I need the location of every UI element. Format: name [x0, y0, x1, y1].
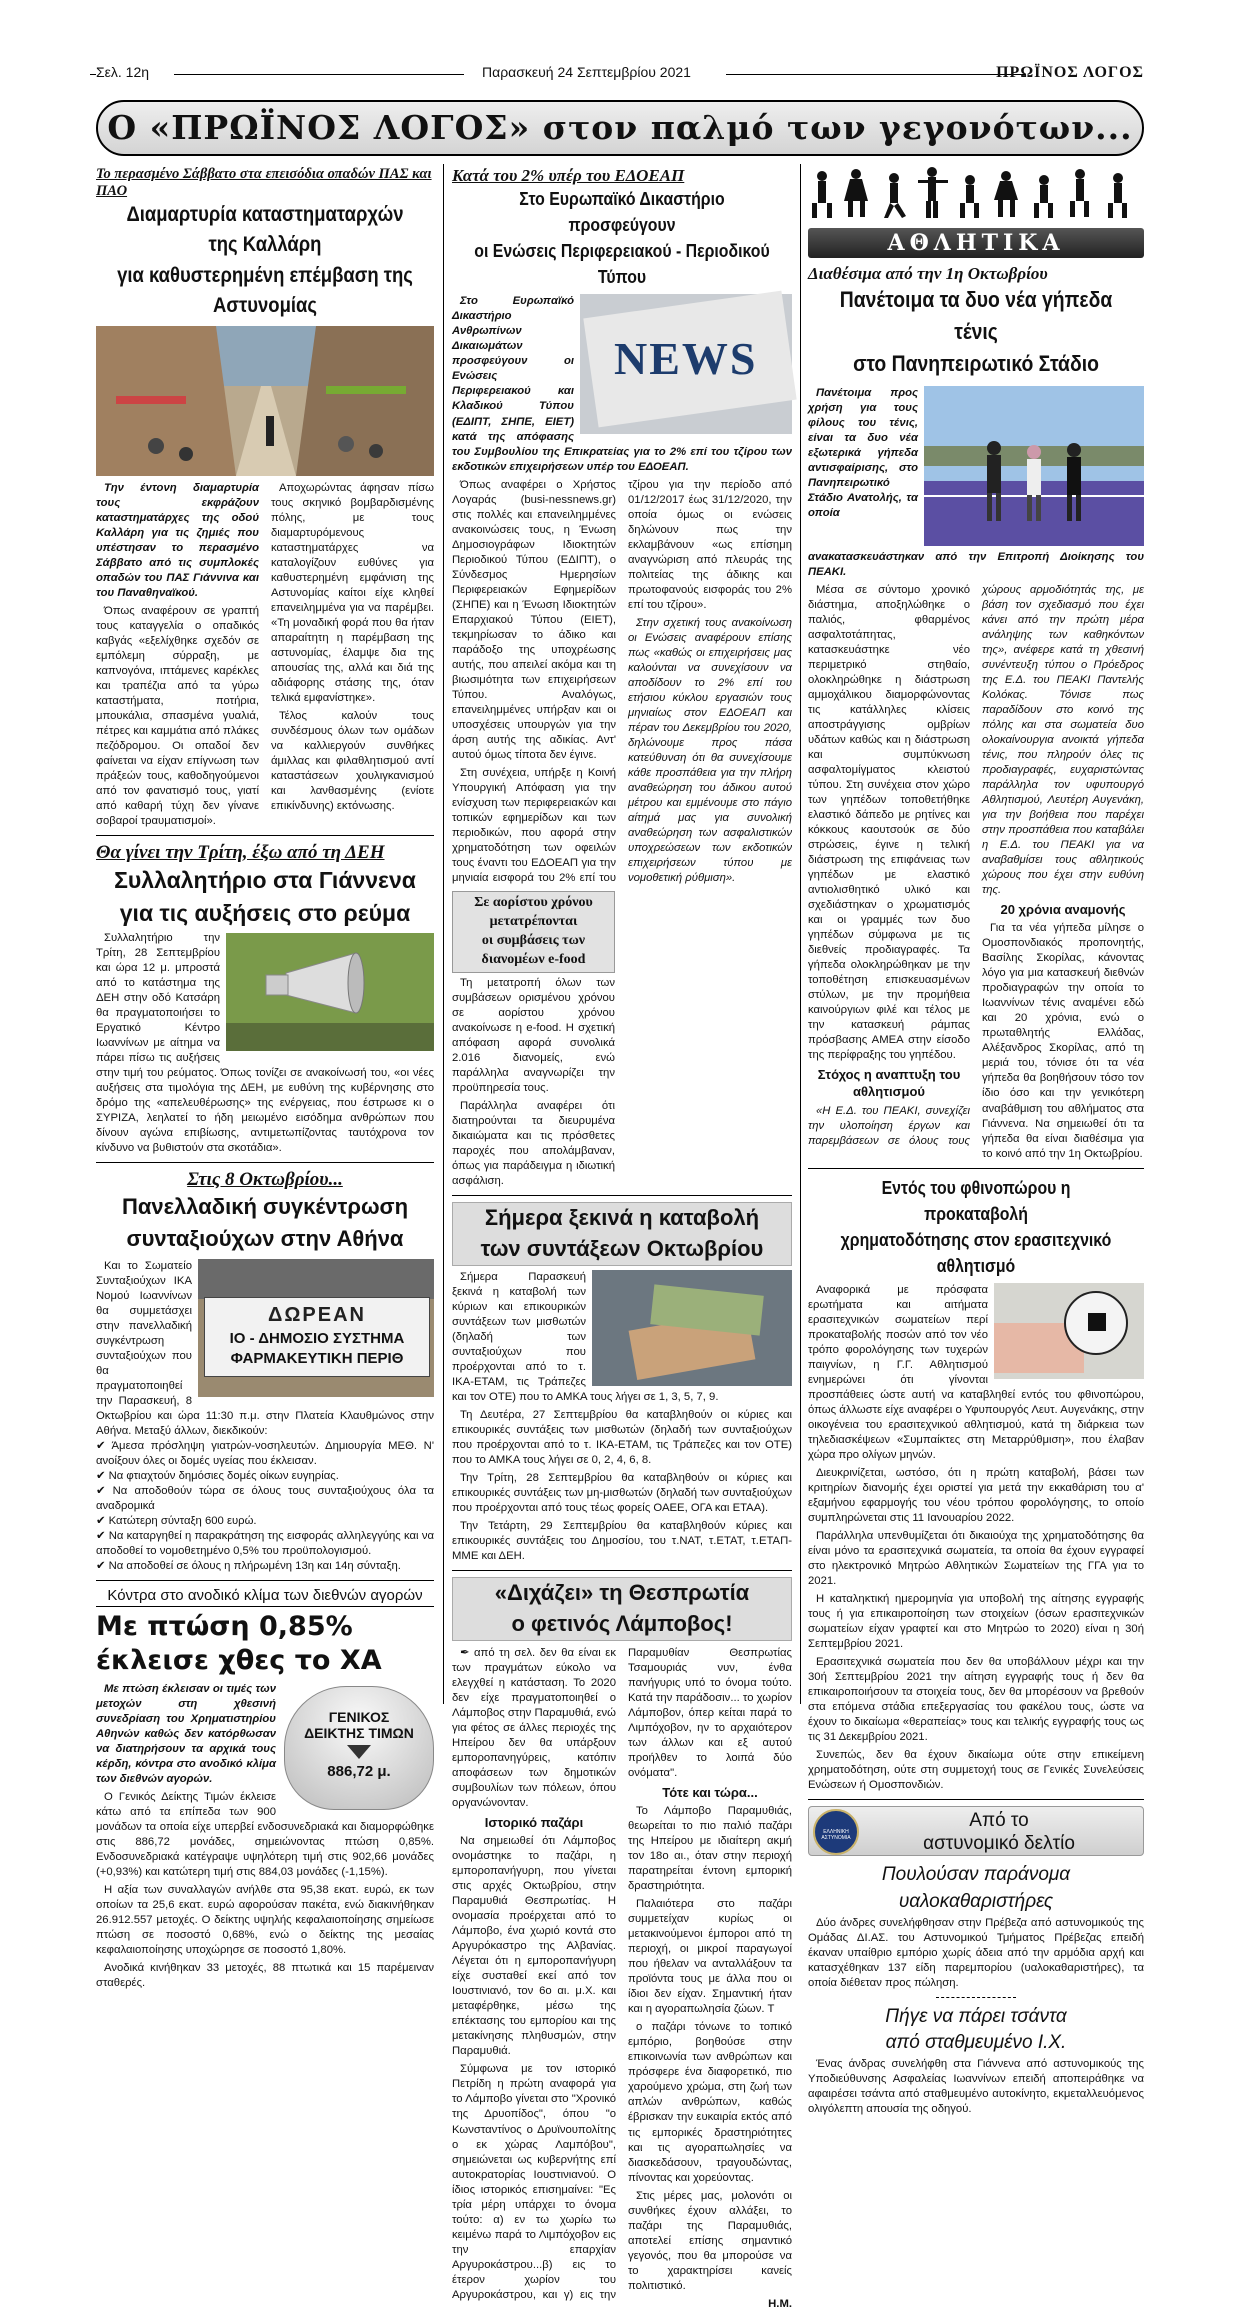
- article-title: [116, 200, 413, 322]
- article-tennis: [808, 264, 1144, 1162]
- article-body-wrap: [96, 1259, 434, 1574]
- issue-date: Παρασκευή 24 Σεπτεμβρίου 2021: [482, 64, 691, 80]
- news-word: NEWS: [614, 333, 758, 385]
- demands-list: [96, 1439, 434, 1574]
- tennis-court-photo: [924, 386, 1144, 546]
- paragraph: Την Τετάρτη, 29 Σεπτεμβρίου θα καταβληθούν κύριες και επικουρικές συντάξεις του Δημοσίου, του τ.ΝΑΤ, τ.ΕΤΑΤ, τ.ΕΤΑΠ-ΜΜΕ και ΔΕΗ.: [452, 1520, 792, 1563]
- paragraph: Το Λάμποβο Παραμυθιάς, θεωρείται το πιο παλιό παζάρι της Ηπείρου με ιδιαίτερη ακμή τον 18ο αι., όταν στην περιοχή παρατηρείται έντονη εμπορική δραστηριότητα.: [628, 1805, 792, 1893]
- article-lead: Με πτώση έκλεισαν οι τιμές των μετοχών στη χθεσινή συνεδρίαση του Χρηματιστηρίου Αθηνών καθώς δεν κατόρθωσαν να διατηρήσουν τα αρχικά τους κέρδη, κόντρα στο ανοδικό κλίμα των διεθνών αγορών.: [96, 1682, 276, 1785]
- paragraph: Την Τρίτη, 28 Σεπτεμβρίου θα καταβληθούν οι κύριες και επικουρικές συντάξεις των μη-μισθωτών (δηλαδή των συνταξιούχων που προέρχονται από τους τέως φορείς ΟΑΕΕ, ΟΓΑ και ΕΤΑΑ).: [452, 1472, 792, 1515]
- paragraph: Δύο άνδρες συνελήφθησαν στην Πρέβεζα από αστυνομικούς της Ομάδας ΔΙ.ΑΣ. του Αστυνομικού Τμήματος Πρέβεζας επειδή έκαναν υπαίθριο εμπόριο χωρίς άδεια από την αρμόδια αρχή και κατασχέθηκαν 137 είδη παρεμπορίου (υαλοκαθαριστήρες), τα οποία διέθεταν προς πώληση.: [808, 1916, 1144, 1989]
- title-line: από σταθμευμένο Ι.Χ.: [885, 2032, 1067, 2054]
- column-right: [808, 166, 1144, 2115]
- paragraph: Ο Γενικός Δείκτης Τιμών έκλεισε κάτω από τα επίπεδα των 900 μονάδων τα οποία είχε υπερβεί ενδοσυνεδριακά και διαμορφώθηκε στις 886,72 μονάδες, σημειώνοντας πτώση 0,85%. Ενδοσυνεδριακά κατέγραψε υψηλότερη τιμή στις 902,66 μονάδες (+0,93%) και κατώτερη τιμή στις 884,03 μονάδες (-1,15%).: [96, 1790, 434, 1878]
- column-divider: [443, 164, 444, 1704]
- title-line: Σήμερα ξεκινά η καταβολή: [484, 1205, 760, 1231]
- article-title: [808, 2004, 1144, 2057]
- article-title: [452, 1202, 792, 1266]
- title-line: Από το: [969, 1810, 1029, 1832]
- subheading: Τότε και τώρα...: [662, 1784, 758, 1800]
- police-bulletin: [808, 1806, 1144, 2117]
- article-rally: [96, 842, 434, 1156]
- article-title: [452, 1577, 792, 1641]
- paragraph: Τέλος καλούν τους συνδέσμους όλων των ομάδων να καλλιεργούν συνθήκες άμιλλας και φιλαθλητισμού αντί καταστάσεων χουλιγκανισμού και λανθασμένης (ενίοτε επικίνδυνης) εκτόνωσης.: [271, 709, 434, 813]
- paragraph: Ερασιτεχνικά σωματεία που δεν θα υποβάλλουν μέχρι και την 30ή Σεπτεμβρίου 2021 την αίτηση εγγραφής τους ή δεν θα επικαιροποιήσουν τα στοιχεία τους, δεν θα μπορέσουν να βρεθούν στα επόμενα στάδια επεξεργασίας του φακέλου τους, ώστε να έχουν το δικαίωμα «θεραπείας» τους και τελικής εγγραφής τους ως τις 31 Δεκεμβρίου 2021.: [808, 1656, 1144, 1744]
- article-body: [452, 1646, 792, 2312]
- police-bulletin-header: [808, 1806, 1144, 1856]
- page-number: Σελ. 12η: [96, 64, 150, 80]
- protest-photo: [198, 1259, 434, 1397]
- title-line: συνταξιούχων στην Αθήνα: [126, 1225, 404, 1251]
- article-body: [452, 478, 792, 888]
- article-body-wrap: [96, 931, 434, 1156]
- article-title: [96, 1191, 434, 1255]
- article-body-wrap: [96, 1682, 434, 1991]
- paragraph: Η καταληκτική ημερομηνία για υποβολή της αίτησης εγγραφής τους ή για επικαιροποίηση των στοιχείων (όσων ερασιτεχνικών σωματείων είχαν γραφτεί και στο Μητρώο το 2020) είναι η 30ή Σεπτεμβρίου 2021.: [808, 1593, 1144, 1651]
- list-item: ✔ Άμεσα πρόσληψη γιατρών-νοσηλευτών. Δημιουργία ΜΕΘ. Ν' ανοίξουν όλες οι δομές υγείας που έκλεισαν.: [96, 1440, 434, 1468]
- paragraph: ✒ από τη σελ. δεν θα είναι εκ των πραγμάτων εύκολο να ελεγχθεί η κατάσταση. Το 2020 δεν είχε πραγματοποιηθεί ο Λάμποβος στην Παραμυθιά, ενώ για φέτος σε άλλες περιοχές της Ηπείρου δεν θα υπάρξουν εμποροπανηγύρεις, κατόπιν αποφάσεων των δημοτικών συμβουλίων των πόλεων, όπου οργανώνονταν.: [452, 1646, 616, 1809]
- paragraph: «Η Ε.Δ. του ΠΕΑΚΙ, συνεχίζει την υλοποίηση έργων και παρεμβάσεων σε όλους τους χώρους αρμοδιότητάς της, με βάση τον σχεδιασμό που έχει κάνει από την πρώτη μέρα ανάληψης των καθηκόντων της», ανέφερε κατά τη χθεσινή συνέντευξη τύπου ο Πρόεδρος της Ε.Δ. του ΠΕΑΚΙ Παντελής Κολόκας. Τόνισε πως παραδίδουν στο κοινό της πόλης και στα σωματεία δυο ολοκαίνουργια ανοικτά γήπεδα τένις, που πληρούν όλες τις προδιαγραφές, ευχαριστώντας παράλληλα τον υφυπουργό Αθλητισμού, Λευτέρη Αυγενάκη, για την βοήθεια που παρέχει στην προσπάθεια που καταβάλει η Ε.Δ. του ΠΕΑΚΙ για να αναβαθμίσει τους αθλητικούς χώρους που έχει στην ευθύνη της.: [808, 583, 1144, 1147]
- article-body-wrap: [452, 294, 792, 887]
- section-header: ΑΘΛΗΤΙΚΑ: [808, 228, 1144, 258]
- arrow-down-icon: [347, 1745, 371, 1759]
- paragraph: Συλλαλητήριο την Τρίτη, 28 Σεπτεμβρίου και ώρα 12 μ. μπροστά από το κατάστημα της ΔΕΗ στην οδό Κατσάρη θα πραγματοποιήσει το Εργατικό Κέντρο Ιωαννίνων με αίτημα να πάρει πίσω τις αυξήσεις στην τιμή του ρεύματος. Όπως τονίζει σε ανακοίνωσή του, «οι νέες αυξήσεις στα τιμολόγια της ΔΕΗ, με ευθύνη της κυβέρνησης στο δρόμο της «απελευθέρωσης» της ενέργειας, που έστρωσε κι ο ΣΥΡΙΖΑ, λεηλατεί το ήδη μειωμένο εισόδημα ανθρώπων που δίνουν αγώνα επιβίωσης, αντιμετωπίζοντας ταυτόχρονα τον κίνδυνο να βυθιστούν στα σκοτάδια».: [96, 931, 434, 1155]
- article-title: [828, 284, 1124, 380]
- article-press-unions: [452, 166, 792, 1189]
- page-banner: Ο «ΠΡΩΪΝΟΣ ΛΟΓΟΣ» στον παλμό των γεγονότων...: [96, 100, 1144, 156]
- paragraph: Τη Δευτέρα, 27 Σεπτεμβρίου θα καταβληθούν οι κύριες και επικουρικές συντάξεις των μισθωτών (δηλαδή των συνταξιούχων που προέρχονται από το τ. ΙΚΑ-ΕΤΑΜ, τις Τράπεζες και τον ΟΤΕ) που το ΑΜΚΑ τους λήγει σε 0, 2, 4, 6, 8.: [452, 1409, 792, 1467]
- article-body: [808, 1916, 1144, 1991]
- list-item: ✔ Κατώτερη σύνταξη 600 ευρώ.: [96, 1515, 257, 1528]
- article-body-wrap: [808, 386, 1144, 1162]
- title-line: στο Πανηπειρωτικό Στάδιο: [853, 350, 1099, 376]
- index-gauge: [284, 1686, 434, 1810]
- title-line: για καθυστερημένη επέμβαση της Αστυνομίας: [117, 263, 413, 318]
- article-title: [96, 1610, 434, 1678]
- list-item: ✔ Να φτιαχτούν δημόσιες δομές οίκων ευγηρίας.: [96, 1470, 339, 1483]
- title-line: «Διχάζει» τη Θεσπρωτία: [494, 1580, 750, 1606]
- article-kicker: Το περασμένο Σάββατο στα επεισόδια οπαδών ΠΑΣ και ΠΑΟ: [96, 166, 432, 199]
- list-item: ✔ Να καταργηθεί η παρακράτηση της εισφοράς αλληλεγγύης και να αποδοθεί το νομοθετημένο 0,5% του προϋπολογισμού.: [96, 1530, 434, 1558]
- paragraph: Αναφορικά με πρόσφατα ερωτήματα και αιτήματα ερασιτεχνικών σωματείων περί προκαταβολής ποσών από τον νέο τρόπο φορολόγησης των τυχερών παιγνίων, η Γ.Γ. Αθλητισμού ενημερώνει ότι γίνονται προσπάθειες ώστε αυτή να καταβληθεί εντός του φθινοπώρου, όπως άλλωστε είχε αναφέρει ο Υφυπουργός Λευτ. Αυγενάκης, στην οικογένεια του ερασιτεχνικού αθλητισμού, κατά τη διάρκεια των τηλεδιασκέψεων «Συμπαίκτες στη Μεταρρύθμιση», που έλαβαν χώρα προ ολίγων μηνών.: [808, 1283, 1144, 1462]
- title-line: ο φετινός Λάμποβος!: [511, 1610, 733, 1636]
- paragraph: Σύμφωνα με τον ιστορικό Πετρίδη η πρώτη αναφορά για το Λάμποβο γίνεται στο "Χρονικό της Δρυοπίδος", όπου "ο Κωνσταντίνος ο Δρυϊνουπολίτης ο εκ χώρας Λαμπόβου", σημειώνεται ως κυβερνήτης επί αυτοκρατορίας Ιουστινιανού. Ο ίδιος ιστορικός επισημαίνει: "Ες τρία μέρη υπάρχει το όνομα τούτο: α) εν τω χωρίω τω κειμένω παρά το Λιμπόχοβον εις την επαρχίαν Αργυροκάστρου...β) εις το έτερον χωρίον του Αργυροκάστρου, και γ) εις την Παραμυθίαν Θεσπρωτίας Τσαμουριάς νυν, ένθα πανήγυρις υπό το όνομα τούτο. Κατά την παράδοσιν... το χωρίον Λάμποβον, όπερ κείται παρά το Λιμπόχοβον, ην το αρχαιότερον των άλλων και εξ αυτού προήλθεν το λοιπά δύο ονόματα".: [452, 1646, 792, 2301]
- subheading: 20 χρόνια αναμονής: [1000, 902, 1126, 918]
- paragraph: Αποχωρώντας άφησαν πίσω τους σκηνικό βομβαρδισμένης πόλης, με τους διαμαρτυρόμενους καταστηματάρχες να καταλογίζουν ευθύνες για καθυστερημένη εμφάνιση της Αστυνομίας καίτοι είχε κληθεί επανειλημμένα για να παρέμβει. «Τη μοναδική φορά που θα ήταν απαραίτητη η παρέμβαση της αστυνομίας, έλαμψε δια της απουσίας της, αλλά και διά της αδιάφορης στάσης της, όταν τελικά εμφανίστηκε».: [271, 481, 434, 704]
- title-line: Πανελλαδική συγκέντρωση: [121, 1194, 409, 1220]
- title-line: χρηματοδότησης στον ερασιτεχνικό αθλητισμό: [840, 1229, 1112, 1276]
- efood-box: [452, 891, 615, 1189]
- article-title: [96, 864, 434, 931]
- article-body: [96, 481, 434, 829]
- paragraph: Παλαιότερα στο παζάρι συμμετείχαν κυρίως οι μετακινούμενοι έμποροι από τη περιοχή, οι μικροί παραγωγοί που ήθελαν να ανταλλάξουν τα προϊόντα τους με άλλα που οι ίδιοι δεν είχαν. Σημαντική ήταν και η αγοραπωλησία ζώων. Τ: [628, 1898, 792, 2016]
- subheading: Ιστορικό παζάρι: [484, 1814, 584, 1830]
- article-pensions: [452, 1202, 792, 1564]
- list-item: ✔ Να αποδοθεί σε όλους η πλήρωμένη 13η και 14η σύνταξη.: [96, 1560, 401, 1573]
- article-lead: Πανέτοιμα προς χρήση για τους φίλους του τένις, είναι τα δυο νέα εξωτερικά γήπεδα αντισφαίρισης, στο Πανηπειρωτικό Στάδιο Ανατολής, τα οποία ανακατασκευάστηκαν από την Επιτροπή Διοίκησης του ΠΕΑΚΙ.: [808, 386, 1144, 578]
- paragraph: Παράλληλα υπενθυμίζεται ότι δικαιούχα της χρηματοδότησης θα είναι μόνο τα ερασιτεχνικά σωματεία, τα οποία θα έχουν εγγραφεί στο ηλεκτρονικό Μητρώο Αθλητικών Σωματείων της ΓΓΑ για το 2021.: [808, 1530, 1144, 1588]
- efood-box-title: [452, 891, 615, 973]
- title-line: Πανέτοιμα τα δυο νέα γήπεδα τένις: [839, 287, 1113, 344]
- paragraph: Τη μετατροπή όλων των συμβάσεων ορισμένου χρόνου σε αορίστου χρόνου ανακοίνωσε η e-food. Η σχετική απόφαση αφορά συνολικά 2.016 διανομείς, ενώ παράλληλα αναγνωρίζει την προϋπηρεσία τους.: [452, 977, 615, 1095]
- title-line: Πήγε να πάρει τσάντα: [885, 2005, 1067, 2027]
- paragraph: ο παζάρι τόνωνε το τοπικό εμπόριο, βοηθούσε στην επικοινωνία των ανθρώπων και πρόσφερε ένα διαφορετικό, πιο χαρούμενο χρώμα, στη ζωή των απλών ανθρώπων, καθώς έβρισκαν την ευκαιρία εκτός από τις εμπορικές δραστηριότητες και τις αγοραπωλησίες να διασκεδάσουν, τραγουδώντας, πίνοντας και χορεύοντας.: [628, 2021, 792, 2184]
- title-line: Πουλούσαν παράνομα: [881, 1864, 1071, 1886]
- title-line: οι συμβάσεις των διανομέων e-food: [481, 933, 586, 968]
- column-left: [96, 166, 434, 1989]
- gauge-label: ΓΕΝΙΚΟΣ: [328, 1708, 390, 1725]
- paragraph: Ανοδικά κινήθηκαν 33 μετοχές, 88 πτωτικά και 15 παρέμειναν σταθερές.: [96, 1961, 434, 1989]
- title-line: Συλλαλητήριο στα Γιάννενα: [114, 867, 416, 894]
- athletes-silhouette-strip: [808, 166, 1144, 222]
- newspaper-name: ΠΡΩΪΝΟΣ ΛΟΓΟΣ: [996, 64, 1144, 81]
- street-photo: [96, 326, 434, 476]
- article-kicker: Θα γίνει την Τρίτη, έξω από τη ΔΕΗ: [96, 842, 385, 864]
- title-line: Σε αορίστου χρόνου μετατρέπονται: [474, 895, 593, 930]
- paragraph: Σήμερα Παρασκευή ξεκινά η καταβολή των κύριων και επικουρικών συντάξεων των μισθωτών (δηλαδή των συνταξιούχων που προέρχονται από το τ. ΙΚΑ-ΕΤΑΜ, τις Τράπεζες και τον ΟΤΕ) που το ΑΜΚΑ τους λήγει σε 1, 3, 5, 7, 9.: [452, 1270, 719, 1403]
- gauge-label: ΔΕΙΚΤΗΣ ΤΙΜΩΝ: [304, 1724, 414, 1741]
- article-kicker: Κατά του 2% υπέρ του ΕΔΟΕΑΠ: [452, 166, 685, 185]
- paragraph: Ένας άνδρας συνελήφθη στα Γιάννενα από αστυνομικούς της Υποδιεύθυνσης Ασφαλείας Ιωαννίνων επειδή αποπειράθηκε να αφαιρέσει τσάντα από σταθμευμένο αυτοκίνητο, εκμεταλλευόμενος ολιγόλεπτη απουσία της οδηγού.: [808, 2057, 1144, 2115]
- article-lead: Την έντονη διαμαρτυρία τους εκφράζουν καταστηματάρχες της οδού Καλλάρη για τις ζημιές που υπέστησαν το περασμένο Σάββατο από τις συμπλοκές οπαδών του ΠΑΣ Γιάννινα και του Παναθηναϊκού.: [96, 481, 259, 599]
- page-header: [96, 64, 1144, 86]
- article-pensioners: [96, 1169, 434, 1574]
- paragraph: Συνεπώς, δεν θα έχουν δικαίωμα ούτε στην επικείμενη χρηματοδότηση, ούτε στη συμμετοχή τους σε Γενικές Συνελεύσεις Ενώσεων ή Ομοσπονδιών.: [808, 1749, 1144, 1792]
- paragraph: Διευκρινίζεται, ωστόσο, ότι η πρώτη καταβολή, βάσει των κριτηρίων διανομής έχει οριστεί για μετά την εκκαθάριση του α' εξαμήνου εφαρμογής του νέου τρόπου φορολόγησης, το οποίο συμπληρώνεται στις 11 Ιανουαρίου 2022.: [808, 1467, 1144, 1525]
- list-item: ✔ Να αποδοθούν τώρα σε όλους τους συνταξιούχους όλα τα αναδρομικά: [96, 1485, 434, 1513]
- paragraph: Παράλληλα αναφέρει ότι διατηρούνται τα διευρυμένα δικαιώματα και τις πρόσθετες παροχές που απολάμβαναν, όπως για παράδειγμα η ιδιωτική ασφάλιση.: [452, 1100, 615, 1188]
- title-line: έκλεισε χθες το ΧΑ: [96, 1644, 382, 1676]
- article-amateur-funding: [808, 1175, 1144, 1794]
- bulletin-title: [869, 1810, 1129, 1856]
- banner-text: ΙΟ - ΔΗΜΟΣΙΟ ΣΥΣΤΗΜΑ: [229, 1329, 405, 1347]
- title-line: Με πτώση 0,85%: [96, 1611, 353, 1643]
- article-body-wrap: [808, 1283, 1144, 1794]
- paragraph: Μέσα σε σύντομο χρονικό διάστημα, αποξηλώθηκε ο παλιός, φθαρμένος ασφαλτοτάπητας, κατασκευάστηκε νέο περιμετρικό στηθαίο, ολοκληρώθηκε η διάστρωση αμμοχάλικου διαμορφώνοντας τις κατάλληλες κλίσεις αποστράγγισης ομβρίων υδάτων καθώς και η διάστρωση και συμπύκνωση ασφαλτομίγματος κλειστού τύπου. Στη συνέχεια στον χώρο των γηπέδων τοποθετήθηκε ελαστικό δάπεδο με ρητίνες και κόκκους καουτσούκ σε δύο στρώσεις, έγινε η τελική διάστρωση της επιφάνειας των γηπέδων με ελαστικό αντιολισθητικό υλικό και σχεδιάστηκαν ο χρωματισμός και οι γραμμές των δυο γηπέδων σύμφωνα με τις διεθνείς προδιαγραφές. Τα γήπεδα ολοκληρώθηκαν με την τοποθέτηση επισκευασμένων στύλων, με την προμήθεια καινούργιων φιλέ και τέλος με την κατασκευή ράμπας πρόσβασης ΑΜΕΑ στην είσοδο της περίφραξης του γηπέδου.: [808, 583, 970, 1062]
- article-lampovos: [452, 1577, 792, 2312]
- banner-text: ΔΩΡΕΑΝ: [268, 1303, 366, 1326]
- title-line: Στο Ευρωπαϊκό Δικαστήριο προσφεύγουν: [519, 189, 725, 236]
- subheading: Στόχος η αναπτυξη του αθλητισμού: [817, 1067, 961, 1100]
- title-line: Εντός του φθινοπώρου η προκαταβολή: [881, 1177, 1071, 1224]
- paragraph: Στη συνέχεια, υπήρξε η Κοινή Υπουργική Απόφαση για την ενίσχυση των περιφερειακών και τοπικών εφημερίδων και των περιοδικών, που αφορά στην χρηματοδότηση των οφειλών τους έναντι του ΕΔΟΕΑΠ για την μηνιαία εισφορά του 2% επί του τζίρου για την περίοδο από 01/12/2017 έως 31/12/2020, την οποία όμως οι ενώσεις δηλώνουν πως την εκλαμβάνουν «ως επίσημη αναγνώριση από πλευράς της πολιτείας της άδικης και πρωτοφανούς εισφοράς του 2% επί του τζίρου».: [452, 478, 792, 884]
- paragraph: Η αξία των συναλλαγών ανήλθε στα 95,38 εκατ. ευρώ, εκ των οποίων τα 25,6 εκατ. ευρώ αφορούσαν πακέτα, ενώ διακινήθηκαν 26.912.557 μετοχές. Ο δείκτης υψηλής κεφαλαιοποίησης σημείωσε πτώση σε ποσοστό 0,68%, ενώ ο δείκτης της μεσαίας κεφαλαιοποίησης υποχώρησε σε ποσοστό 1,80%.: [96, 1883, 434, 1956]
- article-body: [808, 2057, 1144, 2117]
- title-line: για τις αυξήσεις στο ρεύμα: [119, 900, 411, 927]
- author-signature: Η.Μ.: [768, 2297, 792, 2310]
- paragraph: Και το Σωματείο Συνταξιούχων ΙΚΑ Νομού Ιωαννίνων θα συμμετάσχει στην πανελλαδική συγκέντρωση συνταξιούχων που θα πραγματοποιηθεί την Παρασκευή, 8 Οκτωβρίου και ώρα 11:30 π.μ. στην Πλατεία Κλαυθμώνος στην Αθήνα. Μεταξύ άλλων, διεκδικούν:: [96, 1259, 434, 1437]
- football-money-photo: [994, 1283, 1144, 1379]
- title-line: οι Ενώσεις Περιφερειακού - Περιοδικού Τύπου: [474, 241, 770, 288]
- column-divider: [800, 164, 801, 1704]
- article-body: [808, 583, 1144, 1162]
- news-photo: [580, 294, 792, 434]
- paragraph: Όπως αναφέρει ο Χρήστος Λογαράς (busi-nessnews.gr) στις πολλές και επανειλημμένες ανακοινώσεις τους, η Ένωση Δημοσιογράφων Ιδιοκτητών Περιοδικού Τύπου (ΕΔΙΠΤ), ο Σύνδεσμος Ημερησίων Περιφερειακών Εφημερίδων (ΣΗΠΕ) και η Ένωση Ιδιοκτητών Επαρχιακού Τύπου (ΕΙΕΤ), τεκμηρίωσαν το άδικο και παράδοξο της υποχρέωσης αυτής, που απειλεί ακόμα και τη βιωσιμότητα των επιχειρήσεων Τύπου. Αναλόγως, επανειλημμένες υπήρξαν και οι υποσχέσεις υπουργών για την άρση αυτής της αδικίας. Αντ' αυτού όμως τίποτα δεν έγινε.: [452, 478, 616, 761]
- title-line: των συντάξεων Οκτωβρίου: [480, 1236, 764, 1262]
- paragraph: Στις μέρες μας, μολονότι οι συνθήκες έχουν αλλάξει, το παζάρι της Παραμυθιάς, αποτελεί επίσης σημαντικό γεγονός, που θα μπορούσε να το χαρακτηρίσει κανείς πολιτιστικό.: [628, 2189, 792, 2292]
- seal-text: ΕΛΛΗΝΙΚΗ ΑΣΤΥΝΟΜΙΑ: [821, 1829, 851, 1842]
- article-title: [472, 186, 771, 290]
- title-line: υαλοκαθαριστήρες: [898, 1891, 1054, 1913]
- article-kicker: Διαθέσιμα από την 1η Οκτωβρίου: [808, 264, 1048, 283]
- article-kicker: Στις 8 Οκτωβρίου...: [187, 1169, 343, 1191]
- protest-banner: [204, 1297, 430, 1377]
- article-stock-market: [96, 1587, 434, 1991]
- title-line: Διαμαρτυρία καταστηματαρχών της Καλλάρη: [126, 203, 404, 257]
- gauge-value: 886,72 μ.: [327, 1762, 391, 1780]
- paragraph: Για τα νέα γήπεδα μίλησε ο Ομοσπονδιακός προπονητής, Βασίλης Σκορίλας, κάνοντας λόγο για μια κατασκευή διεθνών προδιαγραφών την οποία το Ιωαννίνων τένις αναμένει εδώ και 20 χρόνια, ενώ ο πρωταθλητής Ελλάδας, Αλέξανδρος Σκορίλας, από τη μεριά του, τόνισε ότι τα νέα γήπεδα θα βοηθήσουν τόσο τον ίδιο όσο και την γενικότερη αναβάθμιση του αθλήματος στα Γιάννενα. Να σημειωθεί ότι τα γήπεδα θα είναι διαθέσιμα για το κοινό από την 1η Οκτωβρίου.: [982, 922, 1144, 1160]
- paragraph: Στην σχετική τους ανακοίνωση οι Ενώσεις αναφέρουν επίσης πως «καθώς οι επιχειρήσεις μας καλούνται να συνεχίσουν να αποδίδουν το 2% επί του ετήσιου κύκλου εργασιών τους μηνιαίως στον ΕΔΟΕΑΠ και πέραν του Δεκεμβρίου του 2020, δηλώνουμε προς πάσα κατεύθυνση ότι θα συνεχίσουμε κάθε προσπάθεια για την πλήρη αναθεώρηση του άδικου αυτού μέτρου και εμμένουμε στο πάγιο αίτημά μας για συνολική αναθεώρηση των ασφαλιστικών υποχρεώσεων των εκδοτικών επιχειρήσεων τύπου με νομοθετική ρύθμιση».: [628, 616, 792, 884]
- paragraph: Όπως αναφέρουν σε γραπτή τους καταγγελία ο οπαδικός καβγάς «εξελίχθηκε σχεδόν σε εμπόλεμη σύρραξη, με καπνογόνα, ιπτάμενες καρέκλες και τραπέζια από τα γύρω καταστήματα, ποτήρια, μπουκάλια, σπασμένα γυαλιά, πέτρες και καμμάτια από πλάκες πεζόδρομου. Οι οπαδοί δεν φαίνεται να είχαν επίγνωση των πράξεών τους, καθοδηγούμενοι από τον φανατισμό τους, γιατί από καθαρή τύχη δεν γίνανε σοβαροί τραυματισμοί».: [96, 604, 259, 828]
- title-line: αστυνομικό δελτίο: [923, 1833, 1075, 1855]
- article-kallari: [96, 166, 434, 829]
- banner-text: ΦΑΡΜΑΚΕΥΤΙΚΗ ΠΕΡΙΘ: [230, 1350, 404, 1368]
- column-middle: [452, 166, 792, 2310]
- article-lead: Στο Ευρωπαϊκό Δικαστήριο Ανθρωπίνων Δικαιωμάτων προσφεύγουν οι Ενώσεις Περιφερειακού και Κλαδικού Τύπου (ΕΔΙΠΤ, ΣΗΠΕ, ΕΙΕΤ) κατά της απόφασης του Συμβουλίου της Επικρατείας για το 2% επί του τζίρου των εκδοτικών επιχειρήσεων υπέρ του ΕΔΟΕΑΠ.: [452, 295, 792, 473]
- paragraph: Να σημειωθεί ότι Λάμποβος ονομάστηκε το παζάρι, η εμποροπανήγυρη, που γίνεται στις αρχές Οκτωβρίου, στην Παραμυθιά Θεσπρωτίας. Η ονομασία προέρχεται από το Λάμποβο, ένα χωριό κοντά στο Αργυρόκαστρο της Αλβανίας. Λέγεται ότι η εμποροπανήγυρη είχε συσταθεί εκεί από τον Ιουστινιανό, τον 6ο αι. μ.Χ. και μεταφέρθηκε, μέσω της επέκτασης του εμπορίου και της μετακίνησης πληθυσμών, στην Παραμυθιά.: [452, 1835, 616, 2058]
- article-kicker: Κόντρα στο ανοδικό κλίμα των διεθνών αγορών: [96, 1587, 434, 1607]
- article-title: [808, 1862, 1144, 1915]
- article-body-wrap: [452, 1270, 792, 1564]
- megaphone-photo: [226, 933, 434, 1051]
- article-title: [828, 1175, 1124, 1279]
- atm-photo: [592, 1270, 792, 1386]
- police-seal-icon: [813, 1809, 859, 1855]
